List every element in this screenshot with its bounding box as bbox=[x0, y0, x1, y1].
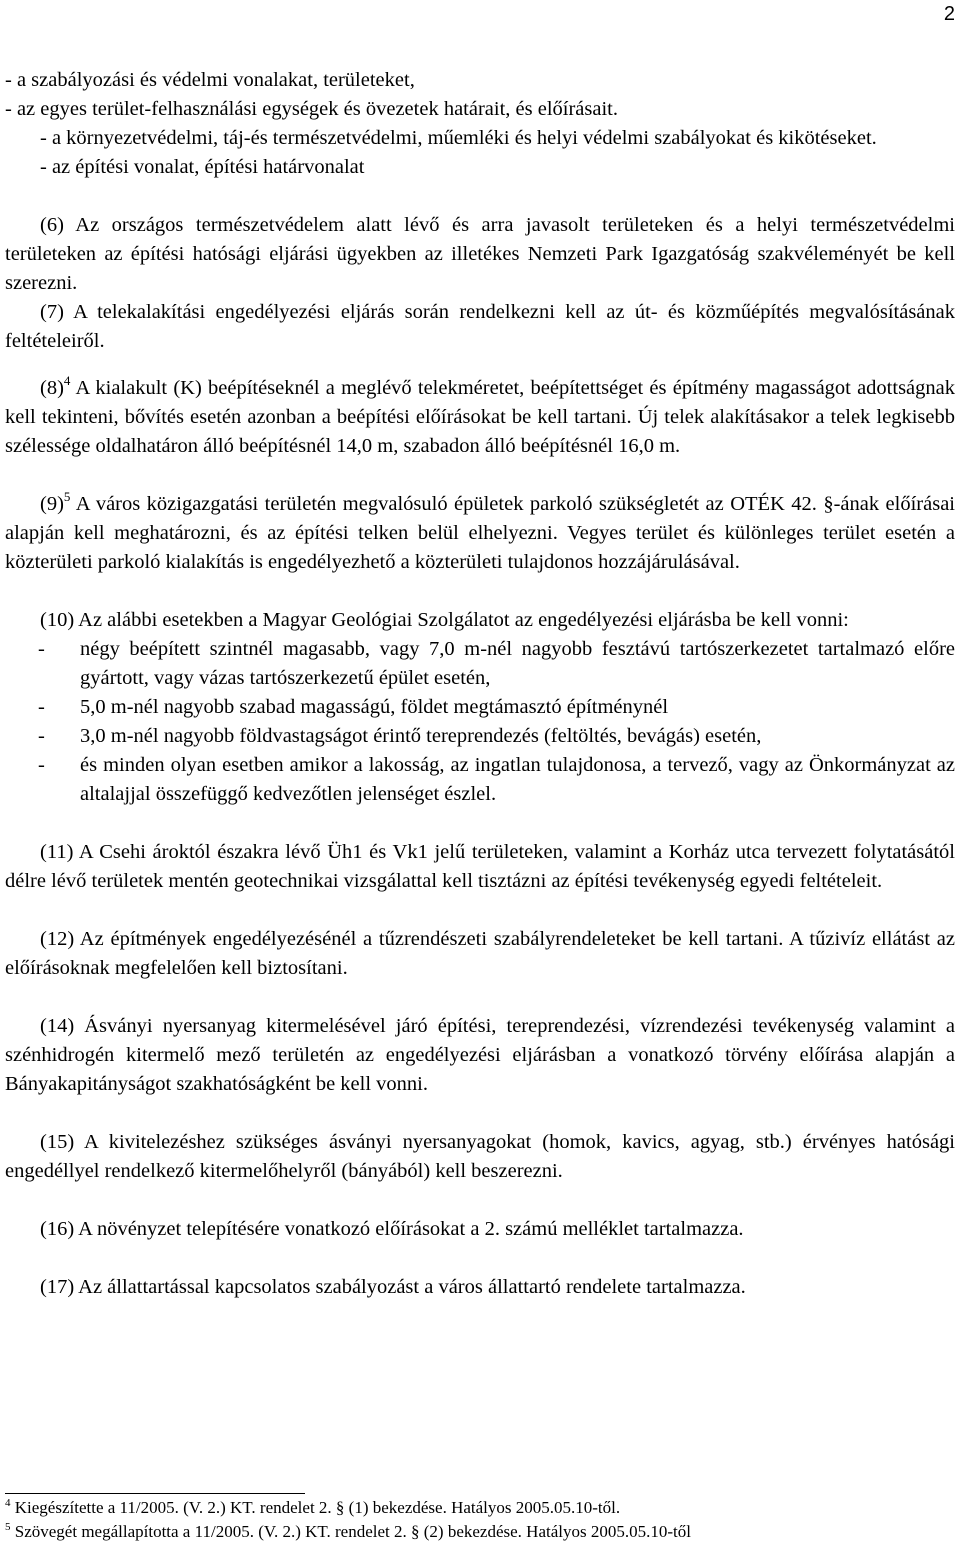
list-dash: - bbox=[38, 754, 45, 776]
list-item-text: négy beépített szintnél magasabb, vagy 7,0 m-nél nagyobb fesztávú tartószerkezetet tartalmazó előre gyártott, vagy vázas tartószerkezetű épület esetén, bbox=[80, 638, 955, 689]
list-dash: - bbox=[38, 725, 45, 747]
list-item-text: 3,0 m-nél nagyobb földvastagságot érintő tereprendezés (feltöltés, bevágás) esetén, bbox=[80, 725, 762, 747]
paragraph-10-intro: (10) Az alábbi esetekben a Magyar Geológiai Szolgálatot az engedélyezési eljárásba be kell vonni: bbox=[40, 609, 849, 631]
list-dash: - bbox=[38, 696, 45, 718]
list-item bbox=[5, 751, 955, 809]
paragraph-8-text: A kialakult (K) beépítéseknél a meglévő telekméretet, beépítettséget és építmény magasságot adottságnak kell tekinteni, bővítés esetén azonban a beépítési előírásokat be kell tartani. Új telek alakításakor a telek legkisebb szélessége oldalhatáron álló beépítésnél 14,0 m, szabadon álló beépítésnél 16,0 m. bbox=[5, 377, 955, 457]
footnote-text: Kiegészítette a 11/2005. (V. 2.) KT. rendelet 2. § (1) bekezdése. Hatályos 2005.05.10-től. bbox=[10, 1498, 621, 1517]
list-dash: - bbox=[38, 638, 45, 660]
list-item bbox=[5, 722, 955, 751]
paragraph-8-prefix: (8) bbox=[40, 377, 64, 399]
paragraph-16: (16) A növényzet telepítésére vonatkozó előírásokat a 2. számú melléklet tartalmazza. bbox=[40, 1218, 744, 1240]
paragraph-9-text: A város közigazgatási területén megvalósuló épületek parkoló szükségletét az OTÉK 42. §-ának előírásai alapján kell meghatározni, és az építési telken belül elhelyezni. Vegyes terület és különleges terület esetén a közterületi parkoló kialakítás is engedélyezhető a közterületi tulajdonos hozzájárulásával. bbox=[5, 493, 955, 573]
paragraph-9-prefix: (9) bbox=[40, 493, 64, 515]
top-line-4: - az építési vonalat, építési határvonalat bbox=[40, 156, 365, 178]
list-item bbox=[5, 635, 955, 693]
list-item-text: 5,0 m-nél nagyobb szabad magasságú, földet megtámasztó építménynél bbox=[80, 696, 669, 718]
document-page bbox=[5, 0, 955, 1545]
paragraph-15: (15) A kivitelezéshez szükséges ásványi nyersanyagokat (homok, kavics, agyag, stb.) érvényes hatósági engedéllyel rendelkező kitermelőhelyről (bányából) kell beszerezni. bbox=[5, 1131, 955, 1182]
footnote-number: 4 bbox=[5, 1497, 11, 1509]
footnote-4 bbox=[5, 1496, 955, 1520]
footnote-5 bbox=[5, 1520, 955, 1544]
paragraph-11: (11) A Csehi ároktól északra lévő Üh1 és Vk1 jelű területeken, valamint a Korház utca tervezett folytatásától délre lévő területek mentén geotechnikai vizsgálattal kell tisztázni az építési tevékenység egyedi feltételeit. bbox=[5, 841, 955, 892]
top-line-2: - az egyes terület-felhasználási egységek és övezetek határait, és előírásait. bbox=[5, 98, 618, 120]
paragraph-9 bbox=[5, 490, 955, 577]
footnote-ref-5: 5 bbox=[63, 489, 71, 504]
paragraph-12: (12) Az építmények engedélyezésénél a tűzrendészeti szabályrendeleteket be kell tartani. A tűzivíz ellátást az előírásoknak megfelelően kell biztosítani. bbox=[5, 928, 955, 979]
list-item bbox=[5, 693, 955, 722]
paragraph-14: (14) Ásványi nyersanyag kitermelésével járó építési, tereprendezési, vízrendezési tevékenység valamint a szénhidrogén kitermelő mező területén az engedélyezési eljárásban a vonatkozó törvény előírása alapján a Bányakapitányságot szakhatóságként be kell vonni. bbox=[5, 1015, 955, 1095]
footnote-divider bbox=[5, 1493, 305, 1494]
document-body bbox=[5, 66, 955, 1302]
list-item-text: és minden olyan esetben amikor a lakosság, az ingatlan tulajdonosa, a tervező, vagy az Önkormányzat az altalajjal összefüggő kedvezőtlen jelenséget észlel. bbox=[80, 754, 955, 805]
top-line-3: - a környezetvédelmi, táj-és természetvédelmi, műemléki és helyi védelmi szabályokat és kikötéseket. bbox=[40, 127, 877, 149]
page-number: 2 bbox=[943, 3, 955, 25]
paragraph-6: (6) Az országos természetvédelem alatt lévő és arra javasolt területeken és a helyi természetvédelmi területeken az építési hatósági eljárási ügyekben az illetékes Nemzeti Park Igazgatóság szakvéleményét be kell szerezni. bbox=[5, 214, 955, 294]
footnote-text: Szövegét megállapította a 11/2005. (V. 2.) KT. rendelet 2. § (2) bekezdése. Hatályos 2005.05.10-től bbox=[10, 1522, 691, 1541]
footnote-ref-4: 4 bbox=[63, 373, 71, 388]
paragraph-7: (7) A telekalakítási engedélyezési eljárás során rendelkezni kell az út- és közműépítés megvalósításának feltételeiről. bbox=[5, 301, 955, 352]
top-line-1: - a szabályozási és védelmi vonalakat, területeket, bbox=[5, 69, 415, 91]
paragraph-10-list bbox=[5, 635, 955, 809]
paragraph-8 bbox=[5, 374, 955, 461]
paragraph-17: (17) Az állattartással kapcsolatos szabályozást a város állattartó rendelete tartalmazza. bbox=[40, 1276, 746, 1298]
footnote-number: 5 bbox=[5, 1521, 11, 1533]
footnotes bbox=[5, 1496, 955, 1544]
